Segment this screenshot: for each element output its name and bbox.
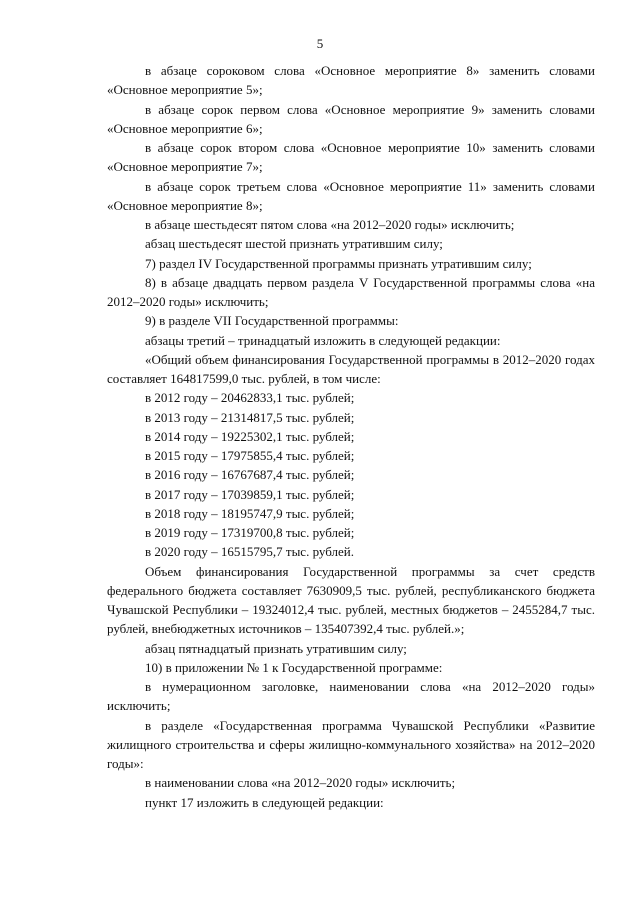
- paragraph: в абзаце шестьдесят пятом слова «на 2012–2020 годы» исключить;: [145, 217, 515, 232]
- paragraph: в абзаце сороковом слова «Основное мероприятие 8» заменить словами «Основное мероприятие 5»;: [107, 63, 595, 98]
- paragraph: 7) раздел IV Государственной программы признать утратившим силу;: [145, 255, 532, 271]
- paragraph: «Общий объем финансирования Государственной программы в 2012–2020 годах составляет 164817599,0 тыс. рублей, в том числе:: [107, 351, 595, 386]
- paragraph: абзацы третий – тринадцатый изложить в следующей редакции:: [145, 332, 501, 348]
- document-body: [107, 61, 595, 812]
- page-number: 5: [316, 36, 324, 51]
- paragraph: абзац шестьдесят шестой признать утратившим силу;: [145, 236, 443, 252]
- year-amount-line: в 2013 году – 21314817,5 тыс. рублей;: [145, 409, 355, 425]
- paragraph: в наименовании слова «на 2012–2020 годы» исключить;: [145, 775, 456, 791]
- paragraph: в нумерационном заголовке, наименовании слова «на 2012–2020 годы» исключить;: [107, 679, 595, 714]
- paragraph: Объем финансирования Государственной программы за счет средств федерального бюджета составляет 7630909,5 тыс. рублей, республиканского бюджета Чувашской Республики – 19324012,4 тыс. рублей, местных бюджетов – 2455284,7 тыс. рублей, внебюджетных источников – 135407392,4 тыс. рублей.»;: [107, 563, 595, 637]
- year-amount-line: в 2019 году – 17319700,8 тыс. рублей;: [145, 525, 355, 540]
- paragraph: 8) в абзаце двадцать первом раздела V Государственной программы слова «на 2012–2020 годы» исключить;: [107, 274, 595, 309]
- year-amount-line: в 2017 году – 17039859,1 тыс. рублей;: [145, 486, 355, 502]
- paragraph: 9) в разделе VII Государственной программы:: [145, 313, 399, 329]
- year-amount-line: в 2012 году – 20462833,1 тыс. рублей;: [145, 390, 355, 406]
- paragraph: пункт 17 изложить в следующей редакции:: [145, 794, 384, 810]
- paragraph: абзац пятнадцатый признать утратившим силу;: [145, 640, 407, 656]
- year-amount-line: в 2018 году – 18195747,9 тыс. рублей;: [145, 505, 355, 521]
- paragraph: в разделе «Государственная программа Чувашской Республики «Развитие жилищного строительства и сферы жилищно-коммунального хозяйства» на 2012–2020 годы»:: [107, 717, 595, 771]
- year-amount-line: в 2020 году – 16515795,7 тыс. рублей.: [145, 544, 354, 560]
- paragraph: в абзаце сорок первом слова «Основное мероприятие 9» заменить словами «Основное мероприятие 6»;: [107, 101, 595, 136]
- paragraph: в абзаце сорок третьем слова «Основное мероприятие 11» заменить словами «Основное мероприятие 8»;: [107, 178, 595, 213]
- year-amount-line: в 2016 году – 16767687,4 тыс. рублей;: [145, 467, 355, 483]
- paragraph: 10) в приложении № 1 к Государственной программе:: [145, 659, 443, 675]
- year-amount-line: в 2015 году – 17975855,4 тыс. рублей;: [145, 448, 355, 463]
- year-amount-line: в 2014 году – 19225302,1 тыс. рублей;: [145, 428, 355, 444]
- paragraph: в абзаце сорок втором слова «Основное мероприятие 10» заменить словами «Основное мероприятие 7»;: [107, 140, 595, 175]
